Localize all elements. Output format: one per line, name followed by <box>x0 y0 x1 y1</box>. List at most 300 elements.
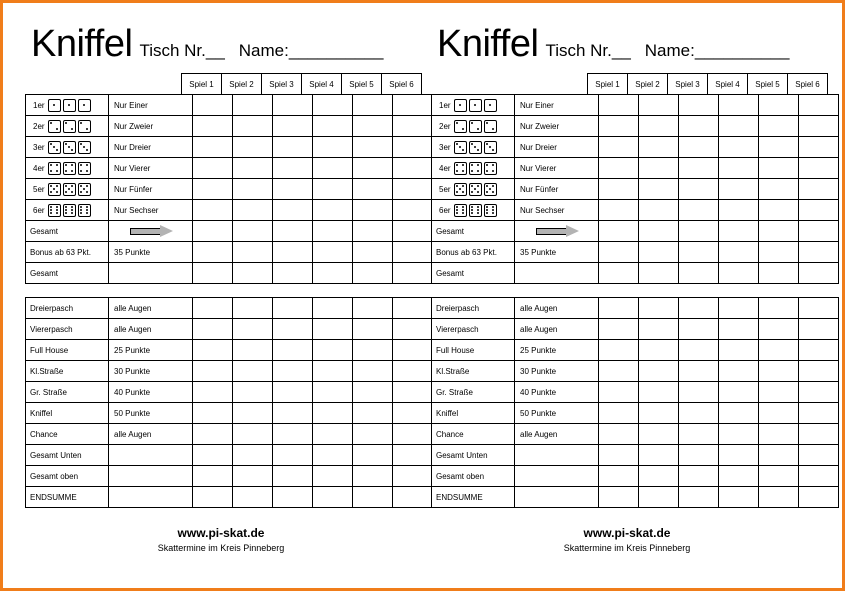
score-cell[interactable] <box>313 179 353 200</box>
score-cell[interactable] <box>759 95 799 116</box>
score-cell[interactable] <box>353 319 393 340</box>
score-cell[interactable] <box>193 200 233 221</box>
table-row <box>26 466 433 487</box>
score-cell[interactable] <box>353 424 393 445</box>
dice-category-cell <box>26 200 109 221</box>
score-cell[interactable] <box>353 298 393 319</box>
score-cell[interactable] <box>799 424 839 445</box>
column-header: Spiel 2 <box>222 74 262 95</box>
score-cell[interactable] <box>759 263 799 284</box>
score-cell[interactable] <box>719 221 759 242</box>
score-cell[interactable] <box>233 221 273 242</box>
score-cell[interactable] <box>233 403 273 424</box>
score-cell[interactable] <box>313 319 353 340</box>
score-cell[interactable] <box>273 487 313 508</box>
score-cell[interactable] <box>599 487 639 508</box>
table-row <box>432 158 839 179</box>
die-icon <box>63 204 76 217</box>
score-cell[interactable] <box>599 298 639 319</box>
score-cell[interactable] <box>599 361 639 382</box>
score-cell[interactable] <box>719 298 759 319</box>
score-cell[interactable] <box>233 137 273 158</box>
score-cell[interactable] <box>759 445 799 466</box>
table-row <box>432 95 839 116</box>
lower-section-left <box>25 297 433 508</box>
score-cell[interactable] <box>679 319 719 340</box>
score-cell[interactable] <box>273 319 313 340</box>
score-cell[interactable] <box>233 466 273 487</box>
score-cell[interactable] <box>393 298 433 319</box>
score-cell[interactable] <box>313 466 353 487</box>
score-cell[interactable] <box>233 340 273 361</box>
score-cell[interactable] <box>393 221 433 242</box>
table-number-label: Tisch Nr.__ <box>545 41 631 60</box>
score-cell[interactable] <box>353 361 393 382</box>
score-cell[interactable] <box>313 424 353 445</box>
score-cell[interactable] <box>639 200 679 221</box>
score-cell[interactable] <box>599 466 639 487</box>
score-cell[interactable] <box>639 424 679 445</box>
score-cell[interactable] <box>193 424 233 445</box>
score-cell[interactable] <box>353 340 393 361</box>
score-cell[interactable] <box>599 445 639 466</box>
score-cell[interactable] <box>759 382 799 403</box>
score-cell[interactable] <box>719 242 759 263</box>
score-cell[interactable] <box>273 403 313 424</box>
score-cell[interactable] <box>233 116 273 137</box>
category-label: Full House <box>432 340 515 361</box>
score-cell[interactable] <box>679 263 719 284</box>
score-cell[interactable] <box>233 487 273 508</box>
table-row <box>26 179 433 200</box>
score-cell[interactable] <box>233 242 273 263</box>
score-cell[interactable] <box>719 137 759 158</box>
score-cell[interactable] <box>679 361 719 382</box>
dice-category-cell <box>26 95 109 116</box>
score-cell[interactable] <box>313 340 353 361</box>
score-cell[interactable] <box>193 242 233 263</box>
die-icon <box>454 99 467 112</box>
score-cell[interactable] <box>719 319 759 340</box>
score-cell[interactable] <box>599 200 639 221</box>
score-cell[interactable] <box>233 361 273 382</box>
score-cell[interactable] <box>353 242 393 263</box>
score-cell[interactable] <box>313 298 353 319</box>
score-cell[interactable] <box>393 382 433 403</box>
score-cell[interactable] <box>599 221 639 242</box>
table-row <box>26 340 433 361</box>
score-cell[interactable] <box>393 319 433 340</box>
score-cell[interactable] <box>679 487 719 508</box>
score-cell[interactable] <box>639 298 679 319</box>
score-cell[interactable] <box>353 263 393 284</box>
score-cell[interactable] <box>193 263 233 284</box>
score-cell[interactable] <box>273 445 313 466</box>
score-cell[interactable] <box>719 95 759 116</box>
score-cell[interactable] <box>639 221 679 242</box>
score-cell[interactable] <box>313 242 353 263</box>
category-label: Kniffel <box>432 403 515 424</box>
score-cell[interactable] <box>193 382 233 403</box>
scoring-rule: alle Augen <box>109 424 193 445</box>
score-cell[interactable] <box>313 361 353 382</box>
column-header-row-left <box>181 73 422 95</box>
score-cell[interactable] <box>799 263 839 284</box>
score-cell[interactable] <box>353 116 393 137</box>
score-cell[interactable] <box>639 340 679 361</box>
score-cell[interactable] <box>799 242 839 263</box>
score-cell[interactable] <box>193 445 233 466</box>
score-cell[interactable] <box>193 221 233 242</box>
die-icon <box>78 120 91 133</box>
score-cell[interactable] <box>313 382 353 403</box>
die-icon <box>63 183 76 196</box>
score-cell[interactable] <box>313 158 353 179</box>
score-cell[interactable] <box>273 424 313 445</box>
score-cell[interactable] <box>759 137 799 158</box>
score-cell[interactable] <box>679 242 719 263</box>
score-cell[interactable] <box>193 466 233 487</box>
scoring-rule: Nur Zweier <box>109 116 193 137</box>
score-cell[interactable] <box>233 95 273 116</box>
score-cell[interactable] <box>679 200 719 221</box>
score-cell[interactable] <box>799 95 839 116</box>
score-cell[interactable] <box>393 137 433 158</box>
scoring-rule: 35 Punkte <box>515 242 599 263</box>
column-header: Spiel 1 <box>182 74 222 95</box>
score-cell[interactable] <box>393 403 433 424</box>
score-cell[interactable] <box>599 95 639 116</box>
score-cell[interactable] <box>353 221 393 242</box>
score-cell[interactable] <box>799 487 839 508</box>
score-cell[interactable] <box>193 137 233 158</box>
score-cell[interactable] <box>799 179 839 200</box>
score-cell[interactable] <box>759 116 799 137</box>
score-cell[interactable] <box>679 403 719 424</box>
score-cell[interactable] <box>719 263 759 284</box>
score-cell[interactable] <box>393 158 433 179</box>
score-cell[interactable] <box>679 179 719 200</box>
score-cell[interactable] <box>719 403 759 424</box>
score-cell[interactable] <box>313 137 353 158</box>
grand-total-label: ENDSUMME <box>26 487 109 508</box>
score-cell[interactable] <box>599 340 639 361</box>
score-cell[interactable] <box>273 95 313 116</box>
column-header: Spiel 2 <box>628 74 668 95</box>
score-cell[interactable] <box>639 95 679 116</box>
score-cell[interactable] <box>233 263 273 284</box>
score-cell[interactable] <box>273 179 313 200</box>
score-cell[interactable] <box>393 179 433 200</box>
score-cell[interactable] <box>393 487 433 508</box>
score-cell[interactable] <box>759 221 799 242</box>
score-cell[interactable] <box>193 487 233 508</box>
score-cell[interactable] <box>193 158 233 179</box>
score-cell[interactable] <box>639 263 679 284</box>
score-cell[interactable] <box>193 340 233 361</box>
score-cell[interactable] <box>273 158 313 179</box>
bonus-arrow-cell <box>109 221 193 242</box>
score-cell[interactable] <box>233 200 273 221</box>
score-cell[interactable] <box>759 340 799 361</box>
score-cell[interactable] <box>193 319 233 340</box>
score-cell[interactable] <box>393 340 433 361</box>
score-cell[interactable] <box>393 242 433 263</box>
score-cell[interactable] <box>799 137 839 158</box>
scoring-rule: alle Augen <box>515 424 599 445</box>
dice-row-label: 6er <box>439 205 451 215</box>
scoring-rule: Nur Sechser <box>515 200 599 221</box>
score-cell[interactable] <box>639 403 679 424</box>
table-row <box>432 263 839 284</box>
die-icon <box>454 120 467 133</box>
score-cell[interactable] <box>639 158 679 179</box>
score-cell[interactable] <box>719 487 759 508</box>
score-cell[interactable] <box>599 179 639 200</box>
score-cell[interactable] <box>759 298 799 319</box>
score-cell[interactable] <box>353 95 393 116</box>
score-cell[interactable] <box>759 319 799 340</box>
score-cell[interactable] <box>599 263 639 284</box>
score-cell[interactable] <box>679 424 719 445</box>
score-cell[interactable] <box>313 445 353 466</box>
score-cell[interactable] <box>639 466 679 487</box>
score-cell[interactable] <box>799 445 839 466</box>
score-cell[interactable] <box>273 200 313 221</box>
score-cell[interactable] <box>313 221 353 242</box>
scoring-rule <box>109 263 193 284</box>
score-cell[interactable] <box>639 137 679 158</box>
score-cell[interactable] <box>353 158 393 179</box>
score-cell[interactable] <box>393 263 433 284</box>
score-cell[interactable] <box>273 242 313 263</box>
scoring-rule: 35 Punkte <box>109 242 193 263</box>
category-label: Dreierpasch <box>432 298 515 319</box>
table-row <box>26 382 433 403</box>
die-icon <box>48 99 61 112</box>
score-cell[interactable] <box>273 340 313 361</box>
score-cell[interactable] <box>599 158 639 179</box>
score-cell[interactable] <box>639 116 679 137</box>
score-cell[interactable] <box>679 137 719 158</box>
score-cell[interactable] <box>273 221 313 242</box>
score-cell[interactable] <box>719 179 759 200</box>
score-cell[interactable] <box>759 466 799 487</box>
score-cell[interactable] <box>799 340 839 361</box>
score-cell[interactable] <box>599 116 639 137</box>
page-title: Kniffel <box>31 23 133 65</box>
score-cell[interactable] <box>233 382 273 403</box>
dice-category-cell <box>432 158 515 179</box>
die-icon <box>63 120 76 133</box>
score-cell[interactable] <box>719 340 759 361</box>
score-cell[interactable] <box>759 158 799 179</box>
score-cell[interactable] <box>273 466 313 487</box>
score-cell[interactable] <box>639 445 679 466</box>
score-cell[interactable] <box>719 200 759 221</box>
score-cell[interactable] <box>799 361 839 382</box>
score-cell[interactable] <box>599 403 639 424</box>
dice-row-label: 4er <box>439 163 451 173</box>
score-cell[interactable] <box>799 298 839 319</box>
score-cell[interactable] <box>719 466 759 487</box>
score-cell[interactable] <box>639 382 679 403</box>
arrow-right-icon <box>536 225 582 237</box>
score-cell[interactable] <box>273 263 313 284</box>
dice-row-label: 2er <box>439 121 451 131</box>
score-cell[interactable] <box>353 487 393 508</box>
score-cell[interactable] <box>679 221 719 242</box>
table-row <box>432 424 839 445</box>
score-cell[interactable] <box>273 137 313 158</box>
die-icon <box>63 99 76 112</box>
column-header: Spiel 5 <box>342 74 382 95</box>
score-cell[interactable] <box>719 116 759 137</box>
score-cell[interactable] <box>353 403 393 424</box>
die-icon <box>454 183 467 196</box>
score-cell[interactable] <box>313 95 353 116</box>
score-cell[interactable] <box>719 361 759 382</box>
scoring-rule: Nur Dreier <box>515 137 599 158</box>
score-cell[interactable] <box>353 179 393 200</box>
website-url[interactable]: www.pi-skat.de <box>177 526 265 540</box>
score-cell[interactable] <box>193 179 233 200</box>
score-cell[interactable] <box>393 361 433 382</box>
total-label: Gesamt Unten <box>26 445 109 466</box>
die-icon <box>78 99 91 112</box>
die-icon <box>469 141 482 154</box>
scoring-rule: alle Augen <box>515 298 599 319</box>
total-label: Gesamt <box>26 263 109 284</box>
score-cell[interactable] <box>233 158 273 179</box>
score-cell[interactable] <box>799 466 839 487</box>
die-icon <box>78 183 91 196</box>
dice-category-cell <box>26 116 109 137</box>
score-cell[interactable] <box>599 319 639 340</box>
score-cell[interactable] <box>313 403 353 424</box>
score-cell[interactable] <box>393 445 433 466</box>
score-cell[interactable] <box>719 445 759 466</box>
score-cell[interactable] <box>313 487 353 508</box>
score-cell[interactable] <box>353 200 393 221</box>
score-cell[interactable] <box>799 221 839 242</box>
score-cell[interactable] <box>719 424 759 445</box>
score-cell[interactable] <box>353 445 393 466</box>
score-cell[interactable] <box>393 95 433 116</box>
score-cell[interactable] <box>599 424 639 445</box>
score-cell[interactable] <box>393 466 433 487</box>
score-cell[interactable] <box>799 319 839 340</box>
table-row <box>432 298 839 319</box>
score-cell[interactable] <box>233 319 273 340</box>
score-cell[interactable] <box>599 242 639 263</box>
score-cell[interactable] <box>759 403 799 424</box>
score-cell[interactable] <box>679 95 719 116</box>
score-cell[interactable] <box>353 466 393 487</box>
table-row <box>432 340 839 361</box>
score-cell[interactable] <box>273 361 313 382</box>
category-label: Kl.Straße <box>26 361 109 382</box>
score-cell[interactable] <box>193 116 233 137</box>
score-cell[interactable] <box>393 200 433 221</box>
die-icon <box>48 141 61 154</box>
score-sheet-right <box>431 25 823 565</box>
die-icon <box>469 120 482 133</box>
score-cell[interactable] <box>193 361 233 382</box>
score-cell[interactable] <box>639 179 679 200</box>
score-cell[interactable] <box>313 200 353 221</box>
score-cell[interactable] <box>639 487 679 508</box>
score-cell[interactable] <box>679 466 719 487</box>
scoring-rule: 50 Punkte <box>515 403 599 424</box>
score-cell[interactable] <box>719 158 759 179</box>
score-cell[interactable] <box>679 116 719 137</box>
score-cell[interactable] <box>639 319 679 340</box>
score-cell[interactable] <box>393 424 433 445</box>
score-cell[interactable] <box>193 403 233 424</box>
score-cell[interactable] <box>759 200 799 221</box>
score-cell[interactable] <box>759 487 799 508</box>
score-cell[interactable] <box>639 242 679 263</box>
score-cell[interactable] <box>313 263 353 284</box>
score-cell[interactable] <box>679 340 719 361</box>
score-cell[interactable] <box>759 361 799 382</box>
score-cell[interactable] <box>193 95 233 116</box>
score-cell[interactable] <box>759 242 799 263</box>
arrow-right-icon <box>130 225 176 237</box>
score-cell[interactable] <box>233 445 273 466</box>
column-header: Spiel 6 <box>382 74 422 95</box>
scoring-rule: Nur Sechser <box>109 200 193 221</box>
score-cell[interactable] <box>313 116 353 137</box>
table-row <box>26 298 433 319</box>
dice-row-label: 1er <box>439 100 451 110</box>
score-cell[interactable] <box>799 382 839 403</box>
score-cell[interactable] <box>599 382 639 403</box>
score-cell[interactable] <box>233 179 273 200</box>
score-cell[interactable] <box>273 116 313 137</box>
table-row <box>432 445 839 466</box>
score-cell[interactable] <box>759 424 799 445</box>
score-cell[interactable] <box>193 298 233 319</box>
scoring-rule <box>515 263 599 284</box>
score-cell[interactable] <box>719 382 759 403</box>
score-cell[interactable] <box>679 158 719 179</box>
score-cell[interactable] <box>353 137 393 158</box>
score-cell[interactable] <box>393 116 433 137</box>
score-cell[interactable] <box>233 424 273 445</box>
score-cell[interactable] <box>353 382 393 403</box>
score-cell[interactable] <box>799 158 839 179</box>
score-cell[interactable] <box>639 361 679 382</box>
score-cell[interactable] <box>679 298 719 319</box>
scoring-rule <box>515 487 599 508</box>
score-cell[interactable] <box>273 298 313 319</box>
score-cell[interactable] <box>799 200 839 221</box>
score-cell[interactable] <box>799 116 839 137</box>
score-cell[interactable] <box>599 137 639 158</box>
die-icon <box>484 204 497 217</box>
score-cell[interactable] <box>679 382 719 403</box>
score-cell[interactable] <box>679 445 719 466</box>
score-cell[interactable] <box>799 403 839 424</box>
score-cell[interactable] <box>233 298 273 319</box>
subtotal-label: Gesamt <box>432 221 515 242</box>
section-divider <box>431 284 823 298</box>
score-cell[interactable] <box>759 179 799 200</box>
score-cell[interactable] <box>273 382 313 403</box>
website-url[interactable]: www.pi-skat.de <box>583 526 671 540</box>
